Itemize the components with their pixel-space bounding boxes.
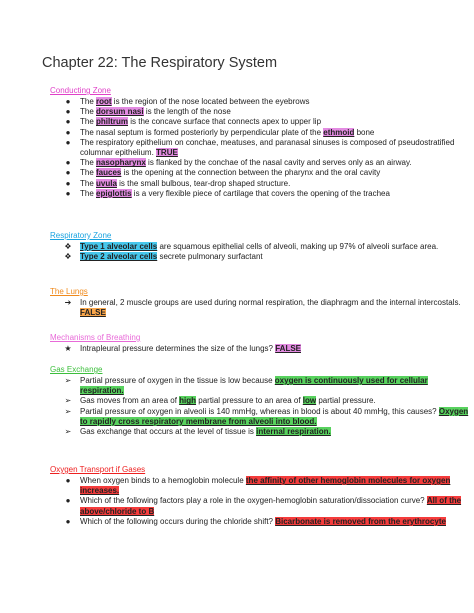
bullet-icon: ● xyxy=(65,97,71,106)
bullet-icon: ● xyxy=(65,127,71,137)
list-item: ❖ Type 2 alveolar cells secrete pulmonary surfactant xyxy=(50,252,470,262)
answer-highlight: oxygen is continuously used for cellular respiration. xyxy=(80,376,428,396)
answer-highlight: FALSE xyxy=(80,308,106,318)
section-heading: The Lungs xyxy=(50,287,88,296)
section-lungs xyxy=(50,287,470,318)
diamond-bullet-icon: ❖ xyxy=(64,252,72,262)
section-heading: Gas Exchange xyxy=(50,365,103,374)
list-item: ● The root is the region of the nose located between the eyebrows xyxy=(50,97,470,107)
list-item: ● The epiglottis is a very flexible piece of cartilage that covers the opening of the trachea xyxy=(50,189,470,199)
bullet-icon: ● xyxy=(65,168,71,178)
list-item: ➢ Partial pressure of oxygen in the tissue is low because oxygen is continuously used for cellular respiration. xyxy=(50,376,470,396)
answer-highlight: Type 2 alveolar cells xyxy=(80,252,158,262)
list-item: ➢ Partial pressure of oxygen in alveoli is 140 mmHg, whereas in blood is about 40 mmHg, this causes? Oxygen to rapidly cross respiratory membrane from alveoli into blood. xyxy=(50,407,470,427)
bullet-icon: ● xyxy=(65,107,71,117)
list-item: ➔ In general, 2 muscle groups are used during normal respiration, the diaphragm and the internal intercostals. FALSE xyxy=(50,298,470,318)
bullet-icon: ● xyxy=(65,188,71,198)
answer-highlight: dorsum nasi xyxy=(96,107,144,117)
list-item: ● The fauces is the opening at the connection between the pharynx and the oral cavity xyxy=(50,168,470,178)
answer-highlight: epiglottis xyxy=(96,188,132,198)
answer-highlight: the affinity of other hemoglobin molecules for oxygen increases. xyxy=(80,476,451,496)
answer-highlight: nasopharynx xyxy=(96,158,146,168)
list-item: ● The uvula is the small bulbous, tear-drop shaped structure. xyxy=(50,179,470,189)
list-item: ● Which of the following occurs during the chloride shift? Bicarbonate is removed from the erythrocyte xyxy=(50,517,470,527)
list-item: ● The respiratory epithelium on conchae, meatuses, and paranasal sinuses is composed of pseudostratified columnar epithelium. TRUE xyxy=(50,138,470,158)
answer-highlight: All of the above/chloride to B xyxy=(80,496,462,516)
chevron-bullet-icon: ➢ xyxy=(64,396,72,406)
answer-highlight: ethmoid xyxy=(323,127,355,137)
answer-highlight: Oxygen to rapidly cross respiratory membrane from alveoli into blood. xyxy=(80,406,469,426)
answer-highlight: Bicarbonate is removed from the erythrocyte xyxy=(275,516,446,526)
list-item: ● When oxygen binds to a hemoglobin molecule the affinity of other hemoglobin molecules for oxygen increases. xyxy=(50,476,470,496)
answer-highlight: philtrum xyxy=(96,117,129,127)
section-heading: Respiratory Zone xyxy=(50,231,112,240)
page-title: Chapter 22: The Respiratory System xyxy=(42,55,278,71)
bullet-icon: ● xyxy=(65,476,71,485)
section-oxygen-transport xyxy=(50,465,470,527)
answer-highlight: high xyxy=(179,396,197,406)
section-heading: Oxygen Transport if Gases xyxy=(50,465,146,474)
section-gas-exchange xyxy=(50,365,470,437)
section-conducting-zone xyxy=(50,86,470,199)
arrow-bullet-icon: ➔ xyxy=(64,298,72,307)
answer-highlight: internal respiration. xyxy=(256,427,331,437)
list-item: ● The nasopharynx is flanked by the conchae of the nasal cavity and serves only as an airway. xyxy=(50,158,470,168)
list-item: ● Which of the following factors play a role in the oxygen-hemoglobin saturation/dissociation curve? All of the above/chloride to B xyxy=(50,496,470,516)
section-respiratory-zone xyxy=(50,231,470,262)
bullet-icon: ● xyxy=(65,496,71,506)
answer-highlight: fauces xyxy=(96,168,122,178)
diamond-bullet-icon: ❖ xyxy=(64,242,72,251)
bullet-icon: ● xyxy=(65,178,71,188)
list-item: ★ Intrapleural pressure determines the size of the lungs? FALSE xyxy=(50,344,470,354)
list-item: ● The philtrum is the concave surface that connects apex to upper lip xyxy=(50,117,470,127)
answer-highlight: root xyxy=(96,97,112,106)
bullet-icon: ● xyxy=(65,158,71,168)
list-item: ➢ Gas exchange that occurs at the level of tissue is internal respiration. xyxy=(50,427,470,437)
chevron-bullet-icon: ➢ xyxy=(64,406,72,416)
answer-highlight: FALSE xyxy=(275,344,301,353)
list-item: ● The nasal septum is formed posteriorly by perpendicular plate of the ethmoid bone xyxy=(50,128,470,138)
bullet-icon: ● xyxy=(65,137,71,147)
bullet-icon: ● xyxy=(65,117,71,127)
section-heading: Mechanisms of Breathing xyxy=(50,333,141,342)
answer-highlight: Type 1 alveolar cells xyxy=(80,242,158,251)
section-mechanisms-of-breathing xyxy=(50,333,470,354)
list-item: ❖ Type 1 alveolar cells are squamous epithelial cells of alveoli, making up 97% of alveoli surface area. xyxy=(50,242,470,252)
chevron-bullet-icon: ➢ xyxy=(64,427,72,437)
answer-highlight: low xyxy=(302,396,317,406)
chevron-bullet-icon: ➢ xyxy=(64,376,72,385)
answer-highlight: TRUE xyxy=(156,148,178,158)
section-heading: Conducting Zone xyxy=(50,86,111,95)
star-bullet-icon: ★ xyxy=(64,344,72,353)
list-item: ● The dorsum nasi is the length of the nose xyxy=(50,107,470,117)
bullet-icon: ● xyxy=(65,516,71,526)
list-item: ➢ Gas moves from an area of high partial pressure to an area of low partial pressure. xyxy=(50,396,470,406)
answer-highlight: uvula xyxy=(96,178,117,188)
